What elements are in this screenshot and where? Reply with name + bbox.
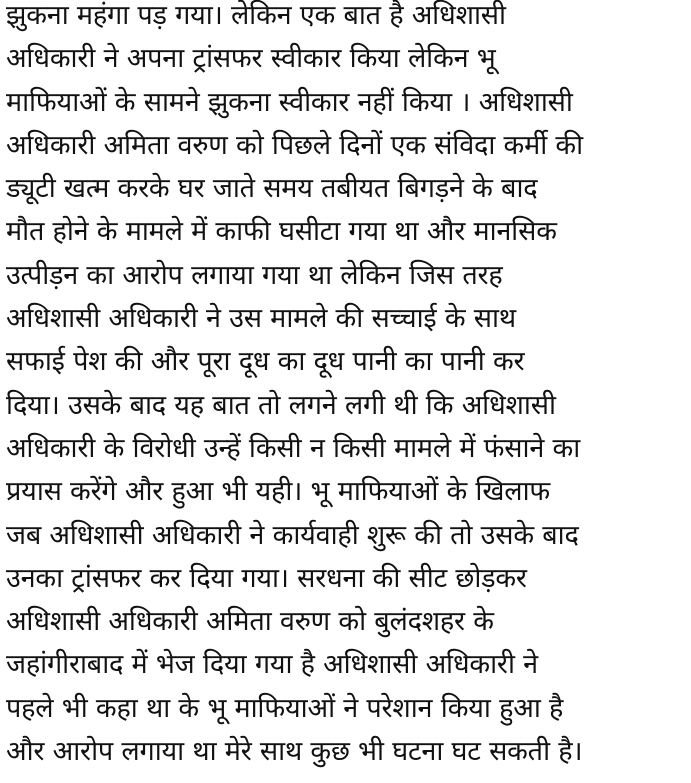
text-line-4: अधिकारी अमिता वरुण को पिछले दिनों एक संविदा कर्मी की — [6, 129, 583, 161]
text-line-7: उत्पीड़न का आरोप लगाया गया था लेकिन जिस तरह — [6, 259, 503, 291]
text-line-16: जहांगीराबाद में भेज दिया गया है अधिशासी अधिकारी ने — [6, 649, 538, 681]
text-line-10: दिया। उसके बाद यह बात तो लगने लगी थी कि अधिशासी — [6, 389, 556, 421]
text-line-9: सफाई पेश की और पूरा दूध का दूध पानी का पानी कर — [6, 346, 525, 378]
text-line-11: अधिकारी के विरोधी उन्हें किसी न किसी मामले में फंसाने का — [6, 432, 581, 464]
text-line-18: और आरोप लगाया था मेरे साथ कुछ भी घटना घट सकती है। — [6, 736, 583, 768]
text-line-1: झुकना महंगा पड़ गया। लेकिन एक बात है अधिशासी — [6, 0, 506, 31]
text-line-15: अधिशासी अधिकारी अमिता वरुण को बुलंदशहर के — [6, 606, 494, 638]
text-line-8: अधिशासी अधिकारी ने उस मामले की सच्चाई के साथ — [6, 303, 516, 335]
article-text — [6, 0, 691, 773]
text-line-17: पहले भी कहा था के भू माफियाओं ने परेशान किया हुआ है — [6, 692, 564, 724]
text-line-12: प्रयास करेंगे और हुआ भी यही। भू माफियाओं के खिलाफ — [6, 476, 550, 508]
text-line-6: मौत होने के मामले में काफी घसीटा गया था और मानसिक — [6, 216, 557, 248]
text-line-2: अधिकारी ने अपना ट्रांसफर स्वीकार किया लेकिन भू — [6, 43, 496, 75]
text-line-13: जब अधिशासी अधिकारी ने कार्यवाही शुरू की तो उसके बाद — [6, 519, 579, 551]
text-line-14: उनका ट्रांसफर कर दिया गया। सरधना की सीट छोड़कर — [6, 562, 527, 594]
text-line-5: ड्यूटी खत्म करके घर जाते समय तबीयत बिगड़ने के बाद — [6, 173, 538, 205]
text-line-3: माफियाओं के सामने झुकना स्वीकार नहीं किया । अधिशासी — [6, 86, 573, 118]
